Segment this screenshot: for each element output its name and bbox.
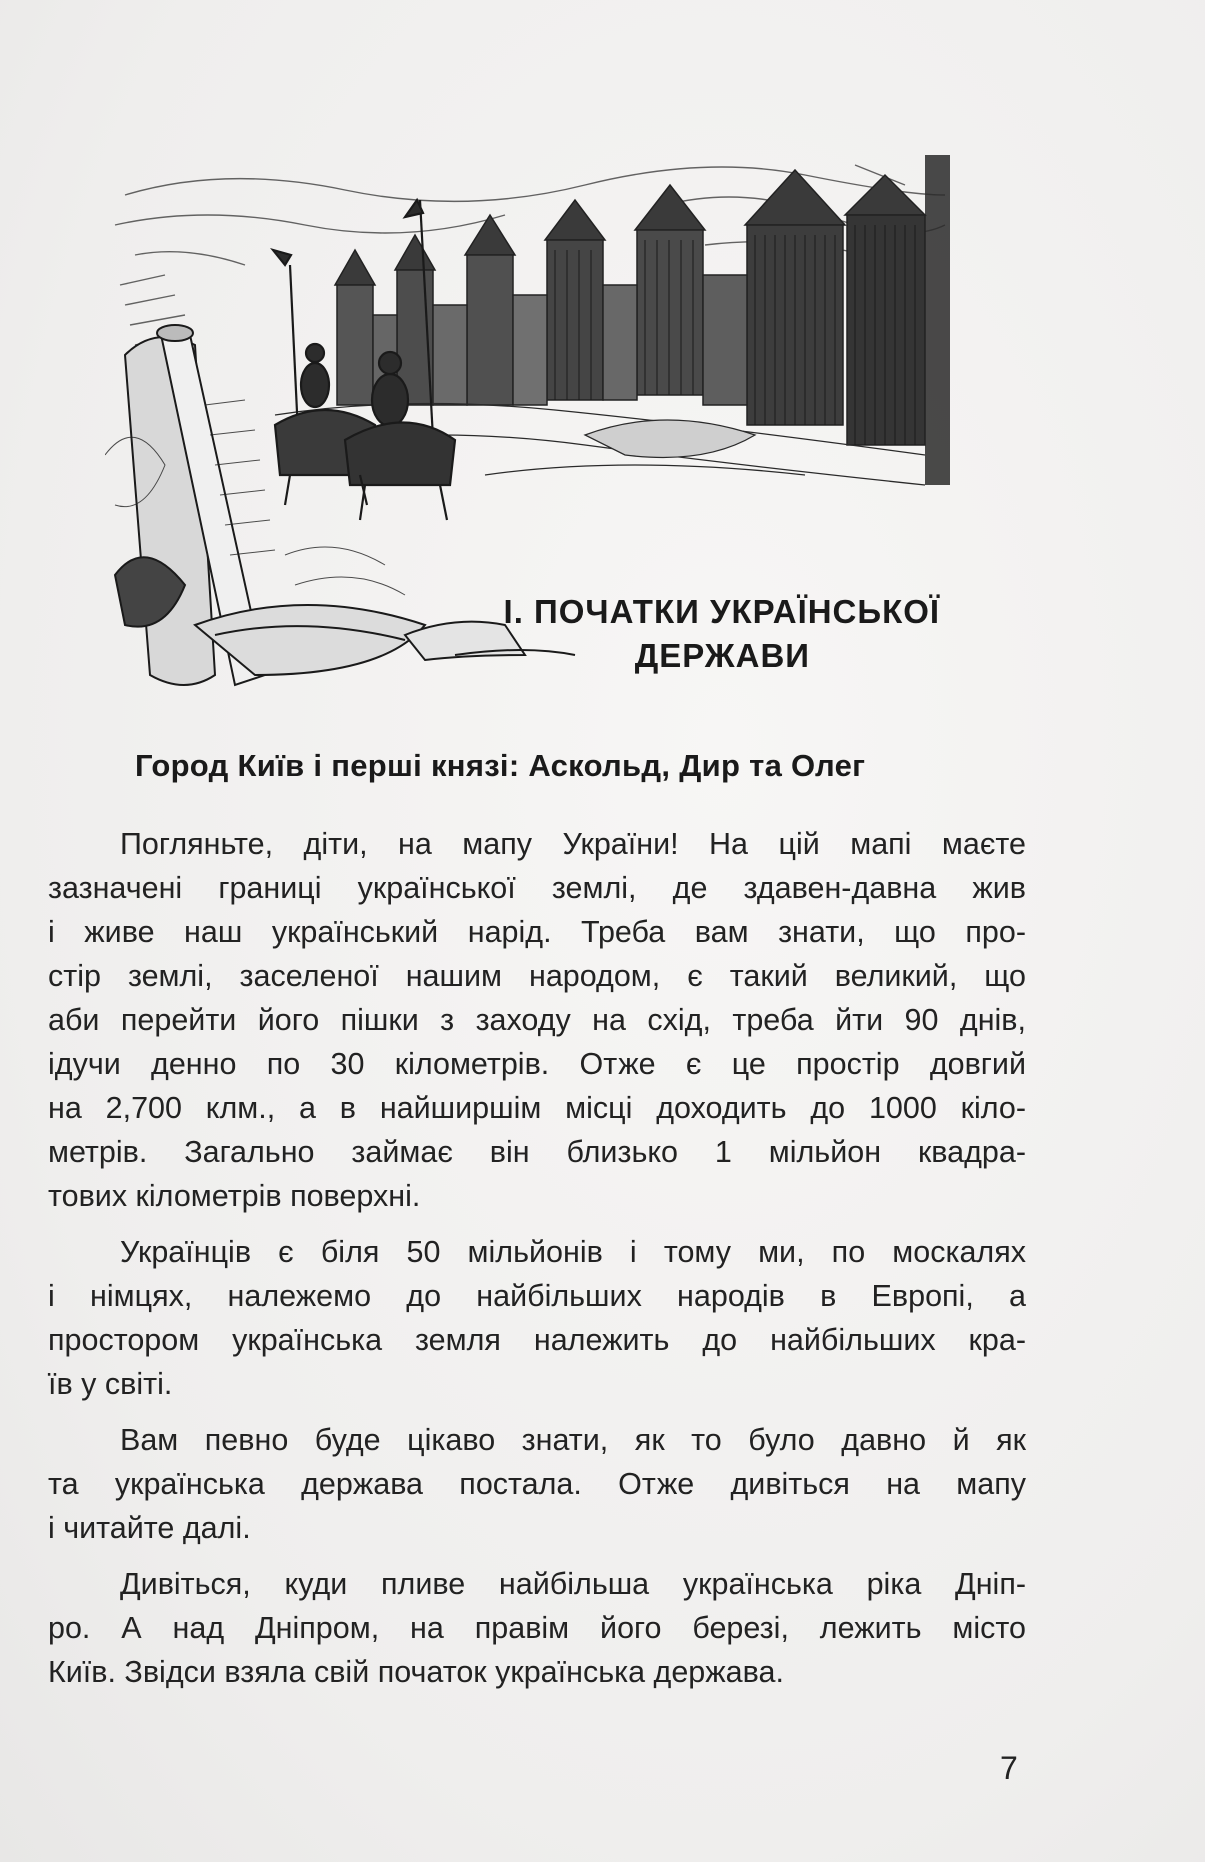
text-line: їв у світі.: [48, 1367, 173, 1401]
text-line: аби перейти його пішки з заходу на схід, треба йти 90 днів,: [48, 1003, 1026, 1037]
text-line: Дивіться, куди пливе найбільша українська ріка Дніп-: [120, 1567, 1026, 1601]
text-line: зазначені границі української землі, де здавен-давна жив: [48, 871, 1026, 905]
text-line: Київ. Звідси взяла свій початок українська держава.: [48, 1655, 784, 1689]
text-line: простором українська земля належить до найбільших кра-: [48, 1323, 1026, 1357]
text-line: на 2,700 клм., а в найширшім місці доходить до 1000 кіло-: [48, 1091, 1026, 1125]
page-number: 7: [1000, 1750, 1018, 1786]
text-line: і читайте далі.: [48, 1511, 251, 1545]
text-line: ро. А над Дніпром, на правім його березі, лежить місто: [48, 1611, 1026, 1645]
text-line: тових кілометрів поверхні.: [48, 1179, 421, 1213]
body-text: [48, 822, 1026, 1706]
text-line: і німцях, належемо до найбільших народів в Европі, а: [48, 1279, 1026, 1313]
text-line: та українська держава постала. Отже дивіться на мапу: [48, 1467, 1026, 1501]
paragraph-2: [48, 1230, 1026, 1406]
text-line: Погляньте, діти, на мапу України! На цій мапі маєте: [120, 827, 1026, 861]
text-line: ідучи денно по 30 кілометрів. Отже є це простір довгий: [48, 1047, 1026, 1081]
paragraph-3: [48, 1418, 1026, 1550]
text-line: Вам певно буде цікаво знати, як то було давно й як: [120, 1423, 1026, 1457]
text-line: і живе наш український нарід. Треба вам знати, що про-: [48, 915, 1026, 949]
text-line: стір землі, заселеної нашим народом, є такий великий, що: [48, 959, 1026, 993]
paragraph-1: [48, 822, 1026, 1218]
paragraph-4: [48, 1562, 1026, 1694]
section-title: Город Київ і перші князі: Аскольд, Дир та Олег: [135, 748, 866, 783]
text-line: метрів. Загально займає він близько 1 мільйон квадра-: [48, 1135, 1026, 1169]
chapter-title-line2: ДЕРЖАВИ: [634, 637, 810, 674]
chapter-title: [450, 590, 950, 678]
text-line: Українців є біля 50 мільйонів і тому ми, по москалях: [120, 1235, 1026, 1269]
chapter-title-line1: І. ПОЧАТКИ УКРАЇНСЬКОЇ: [503, 593, 940, 630]
